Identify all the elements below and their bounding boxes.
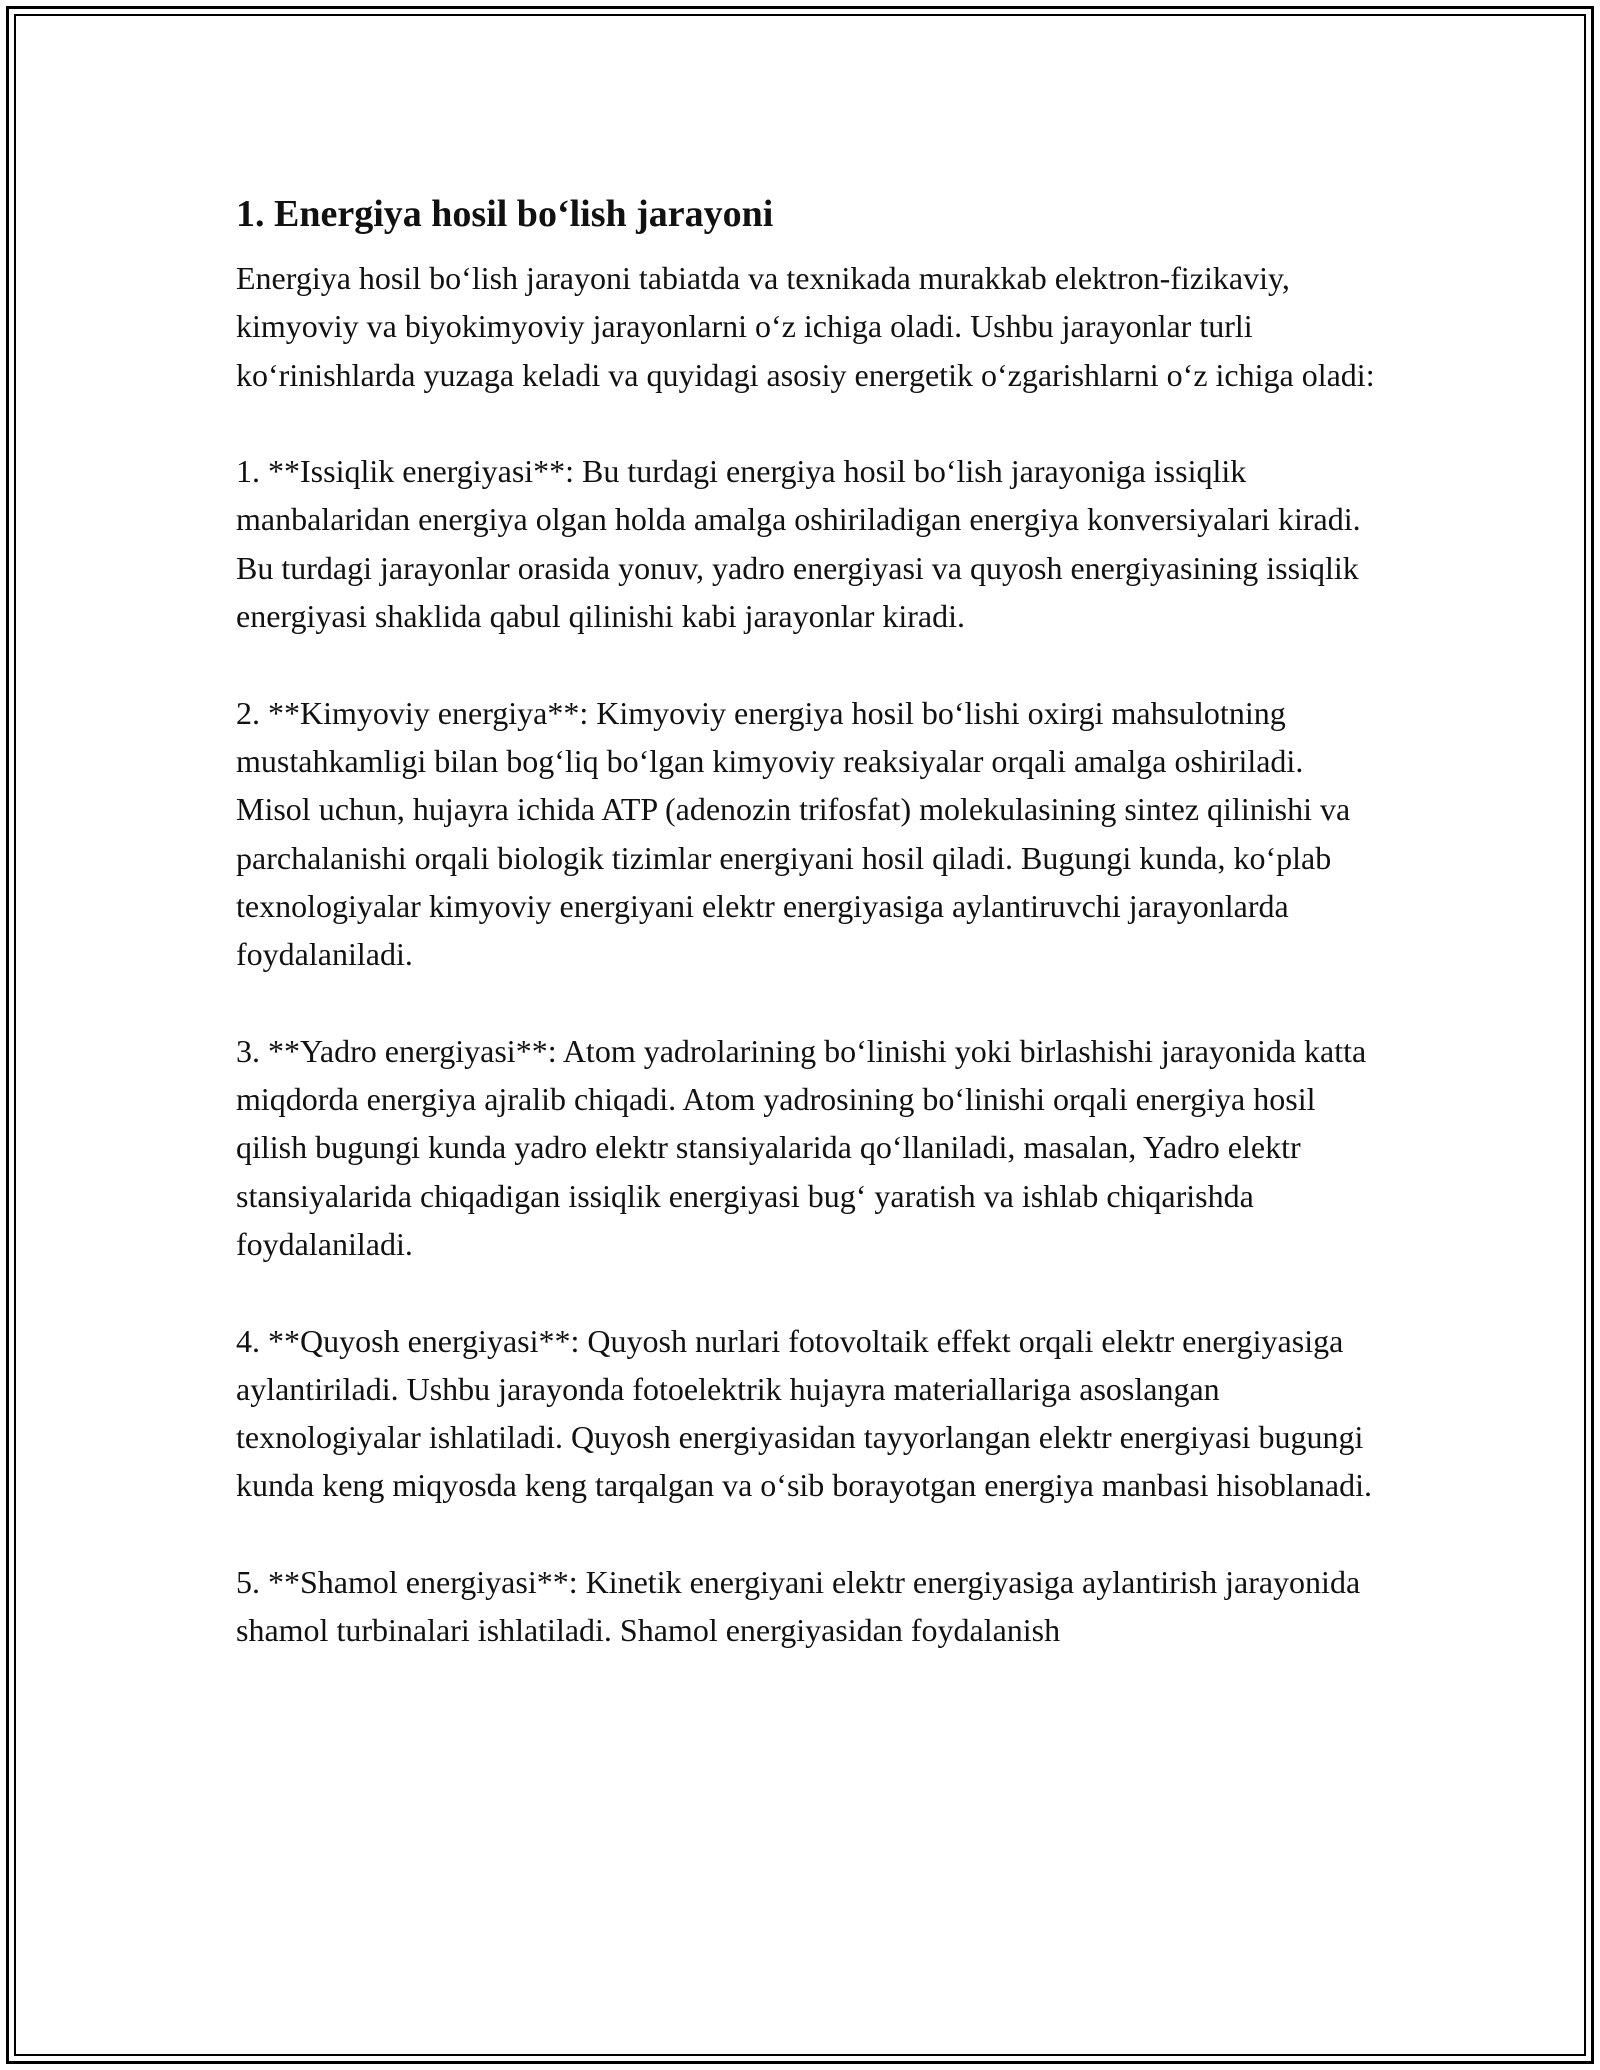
document-body <box>236 188 1376 1655</box>
page-title: 1. Energiya hosil bo‘lish jarayoni <box>236 193 774 235</box>
list-item-nuclear-energy: 3. **Yadro energiyasi**: Atom yadrolarining bo‘linishi yoki birlashishi jarayonida katta miqdorda energiya ajralib chiqadi. Atom yadrosining bo‘linishi orqali energiya hosil qilish bugungi kunda yadro elektr stansiyalarida qo‘llaniladi, masalan, Yadro elektr stansiyalarida chiqadigan issiqlik energiyasi bug‘ yaratish va ishlab chiqarishda foydalaniladi. <box>236 1032 1367 1262</box>
list-item-solar-energy: 4. **Quyosh energiyasi**: Quyosh nurlari fotovoltaik effekt orqali elektr energiyasiga aylantiriladi. Ushbu jarayonda fotoelektrik hujayra materiallariga asoslangan texnologiyalar ishlatiladi. Quyosh energiyasidan tayyorlangan elektr energiyasi bugungi kunda keng miqyosda keng tarqalgan va o‘sib borayotgan energiya manbasi hisoblanadi. <box>236 1322 1372 1504</box>
list-item-chemical-energy: 2. **Kimyoviy energiya**: Kimyoviy energiya hosil bo‘lishi oxirgi mahsulotning mustahkamligi bilan bog‘liq bo‘lgan kimyoviy reaksiyalar orqali amalga oshiriladi. Misol uchun, hujayra ichida ATP (adenozin trifosfat) molekulasining sintez qilinishi va parchalanishi orqali biologik tizimlar energiyani hosil qiladi. Bugungi kunda, ko‘plab texnologiyalar kimyoviy energiyani elektr energiyasiga aylantiruvchi jarayonlarda foydalaniladi. <box>236 694 1351 973</box>
intro-paragraph: Energiya hosil bo‘lish jarayoni tabiatda va texnikada murakkab elektron-fizikaviy, kimyoviy va biyokimyoviy jarayonlarni o‘z ichiga oladi. Ushbu jarayonlar turli ko‘rinishlarda yuzaga keladi va quyidagi asosiy energetik o‘zgarishlarni o‘z ichiga oladi: <box>236 260 1375 393</box>
list-item-heat-energy: 1. **Issiqlik energiyasi**: Bu turdagi energiya hosil bo‘lish jarayoniga issiqlik manbalaridan energiya olgan holda amalga oshiriladigan energiya konversiyalari kiradi. Bu turdagi jarayonlar orasida yonuv, yadro energiyasi va quyosh energiyasining issiqlik energiyasi shaklida qabul qilinishi kabi jarayonlar kiradi. <box>236 453 1361 635</box>
list-item-wind-energy: 5. **Shamol energiyasi**: Kinetik energiyani elektr energiyasiga aylantirish jarayonida shamol turbinalari ishlatiladi. Shamol energiyasidan foydalanish <box>236 1564 1361 1649</box>
